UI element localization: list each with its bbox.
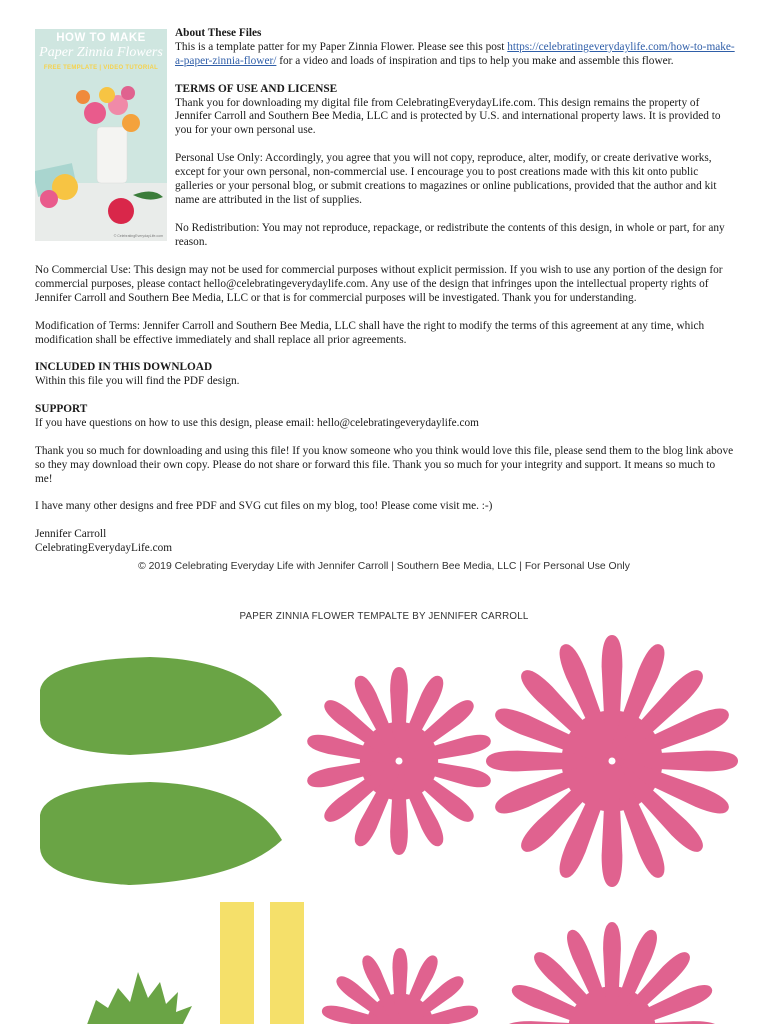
stem-strip-2 — [270, 902, 304, 1024]
about-intro-after: for a video and loads of inspiration and tips to help you make and assemble this flower. — [276, 54, 674, 67]
cover-credit: © CelebratingEverydayLife.com — [113, 234, 163, 238]
leaf-shape-1 — [40, 657, 282, 755]
template-title: PAPER ZINNIA FLOWER TEMPALTE BY JENNIFER CARROLL — [239, 611, 529, 622]
terms-modification: Modification of Terms: Jennifer Carroll and Southern Bee Media, LLC shall have the right to modify the terms of this agreement at any time, which modification shall be effective immediately and shall replace all prior agreements. — [35, 319, 705, 346]
bottom-flower-left — [320, 948, 479, 1024]
terms-license: Thank you for downloading my digital file from CelebratingEverydayLife.com. This design remains the property of Jennifer Carroll and Southern Bee Media, LLC and is protected by U.S. and international property laws. It is provided to you for your own personal use. — [175, 96, 721, 137]
copyright-footer: © 2019 Celebrating Everyday Life with Jennifer Carroll | Southern Bee Media, LLC | For Personal Use Only — [138, 561, 630, 572]
cover-title-line2: Paper Zinnia Flowers — [39, 45, 163, 60]
about-intro-before: This is a template patter for my Paper Zinnia Flower. Please see this post — [175, 40, 508, 53]
thanks-text: Thank you so much for downloading and using this file! If you know someone who you think would love this file, please send them to the blog link above so they may download their own copy. Please do not share or forward this file. Thank you so much for your integrity and support. It means so much to me! — [35, 444, 734, 485]
terms-no-commercial: No Commercial Use: This design may not be used for commercial purposes without explicit permission. If you wish to use any portion of the design for commercial purposes, please contact hello@celebratingeverydaylife.com. Any use of the design that infringes upon the intellectual property rights of Jennifer Carroll and Southern Bee Media, LLC or that is for commercial purposes will be investigated. Thank you for understanding. — [35, 264, 723, 304]
large-flower — [486, 635, 738, 887]
leaf-shape-2 — [40, 782, 282, 885]
included-text: Within this file you will find the PDF design. — [35, 375, 240, 388]
terms-no-redistribution: No Redistribution: You may not reproduce, repackage, or redistribute the contents of this design, in whole or part, for any reason. — [175, 221, 725, 248]
about-intro — [175, 41, 735, 69]
about-heading: About These Files — [175, 27, 262, 39]
small-flower — [305, 667, 492, 855]
included-heading: INCLUDED IN THIS DOWNLOAD — [35, 361, 213, 374]
signature-name: Jennifer Carroll — [35, 528, 107, 541]
large-flower-center-hole — [609, 758, 616, 765]
stem-strip-1 — [220, 902, 254, 1024]
bottom-flower-right — [504, 922, 720, 1024]
more-designs-text: I have many other designs and free PDF and SVG cut files on my blog, too! Please come visit me. :-) — [35, 500, 493, 513]
terms-continued — [35, 264, 735, 556]
signature-site: CelebratingEverydayLife.com — [35, 542, 173, 555]
small-flower-center-hole — [396, 758, 403, 765]
terms-heading: TERMS OF USE AND LICENSE — [175, 82, 338, 95]
about-section — [175, 27, 735, 250]
cover-image — [35, 29, 167, 241]
post-link[interactable]: https://celebratingeverydaylife.com/how-to-make-a-paper-zinnia-flower/ — [175, 40, 735, 67]
support-text: If you have questions on how to use this design, please email: hello@celebratingeverydaylife.com — [35, 416, 479, 429]
terms-personal-use: Personal Use Only: Accordingly, you agree that you will not copy, reproduce, alter, modify, or create derivative works, except for your own personal, non-commercial use. I encourage you to post creations made with this kit onto public galleries or your personal blog, or submit creations to magazines or online publications, provided that the author and kit name are attributed in the list of supplies. — [175, 152, 717, 206]
template-artwork — [0, 630, 768, 1024]
cover-title-line3: FREE TEMPLATE | VIDEO TUTORIAL — [43, 65, 159, 71]
cover-photo — [35, 75, 167, 241]
calyx-shape — [85, 972, 192, 1024]
cover-title-line1: HOW TO MAKE — [56, 32, 146, 44]
support-heading: SUPPORT — [35, 403, 88, 416]
